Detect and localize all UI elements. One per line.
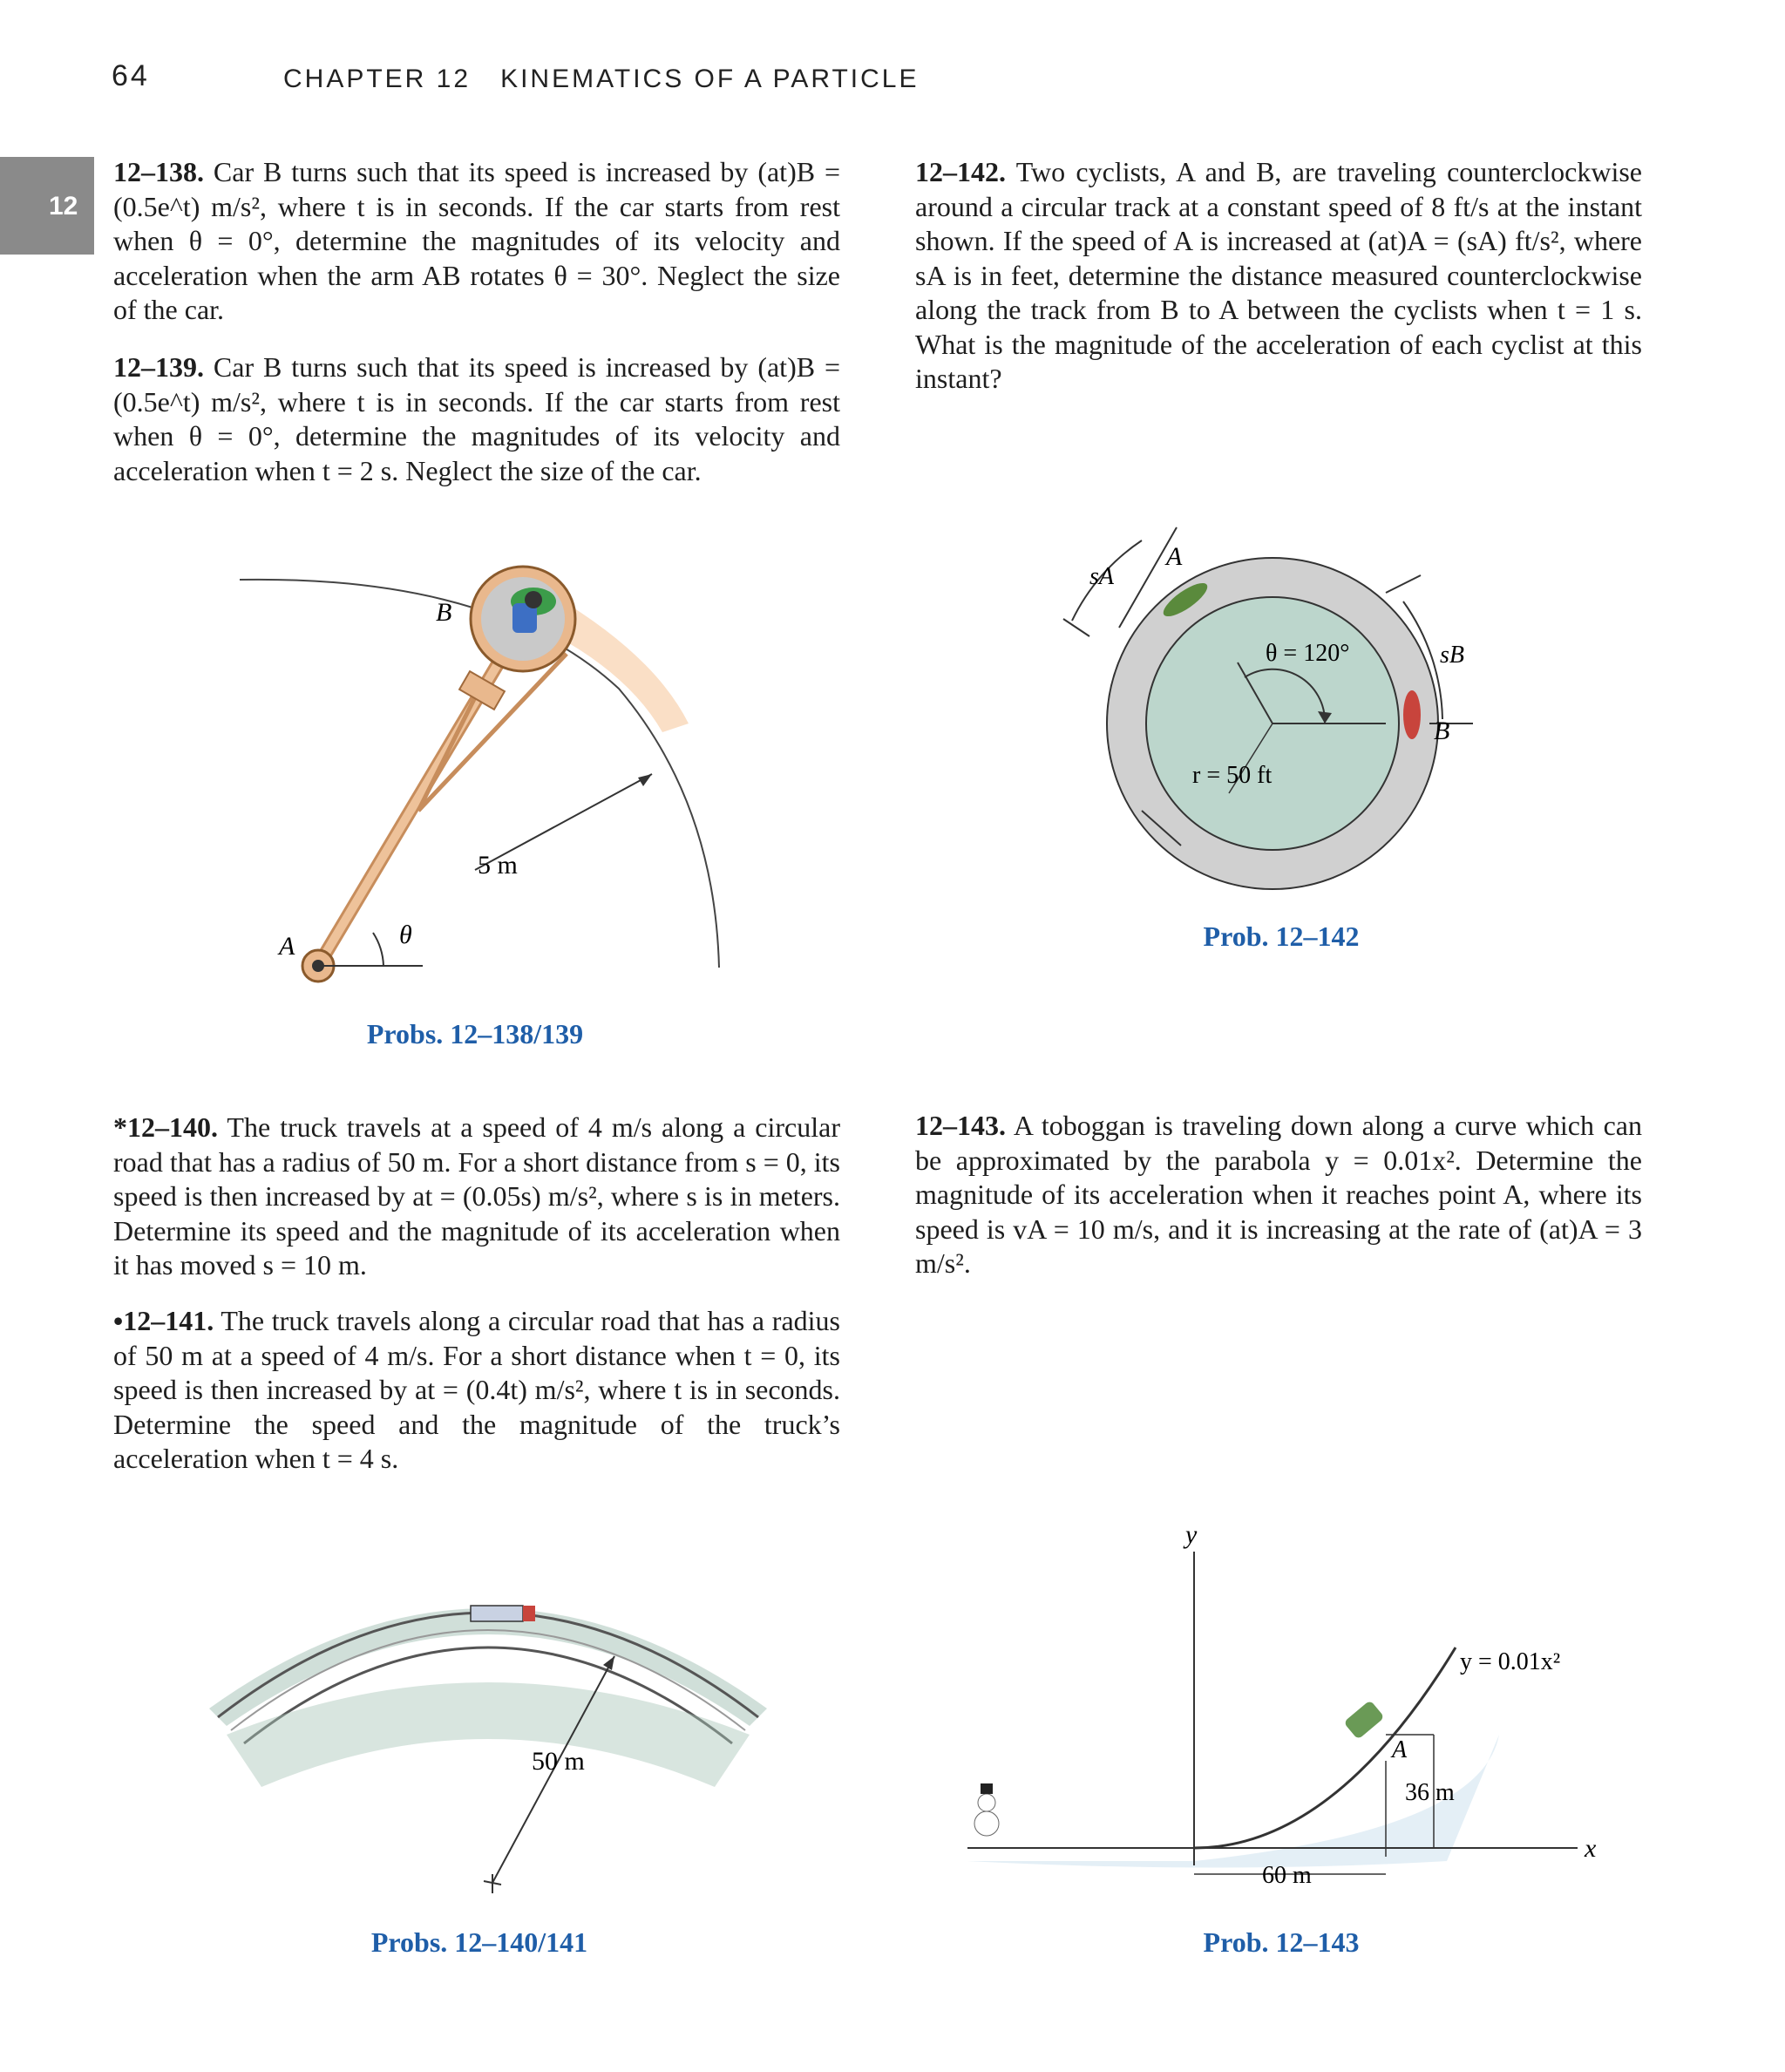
label-radius: 50 m (532, 1747, 585, 1776)
chapter-title: KINEMATICS OF A PARTICLE (500, 65, 920, 93)
label-B: B (1434, 717, 1450, 745)
problem-text: A toboggan is traveling down along a curve which can be approximated by the parabola y = 0.01x². Determine the magnitude of its acceleration when it reaches point A, where its speed is vA = 10 m/s, and it is increasing at the rate of (at)A = 3 m/s². (915, 1110, 1643, 1279)
problem-text: The truck travels at a speed of 4 m/s along a circular road that has a radius of 50 m. For a short distance from s = 0, its speed is then increased by at = (0.05s) m/s², where s is in meters. Determine its speed and the magnitude of its acceleration when it has moved s = 10 m. (113, 1111, 841, 1281)
label-A: A (1166, 542, 1183, 571)
label-theta: θ = 120° (1266, 640, 1350, 667)
label-sA: sA (1089, 563, 1114, 590)
label-width: 60 m (1262, 1862, 1312, 1889)
problem-text: The truck travels along a circular road that has a radius of 50 m at a speed of 4 m/s. For a short distance when t = 0, its speed is then increased by at = (0.4t) m/s², where t is in seconds. Determine the speed and the magnitude of the truck’s acceleration when t = 4 s. (113, 1305, 841, 1474)
figure-circular-track (1037, 506, 1525, 915)
label-height: 36 m (1405, 1779, 1455, 1806)
figure-caption: Prob. 12–142 (1203, 921, 1360, 952)
snowman (974, 1811, 999, 1836)
figure-caption: Prob. 12–143 (1203, 1926, 1360, 1958)
problem-number: 12–138. (113, 156, 204, 187)
label-B: B (436, 598, 452, 627)
page-number: 64 (112, 59, 150, 92)
problem-number: *12–140. (113, 1111, 218, 1143)
problem-12-143 (915, 1109, 1642, 1281)
problem-text: Car B turns such that its speed is increased by (at)B = (0.5e^t) m/s², where t is in seconds. If the car starts from rest when θ = 0°, determine the magnitudes of its velocity and acceleration when the arm AB rotates θ = 30°. Neglect the size of the car. (113, 156, 841, 325)
problem-number: 12–143. (915, 1110, 1006, 1141)
problem-number: 12–142. (915, 156, 1006, 187)
problem-number: •12–141. (113, 1305, 214, 1336)
label-A: A (279, 932, 295, 961)
label-equation: y = 0.01x² (1460, 1648, 1561, 1675)
toboggan-rider (1343, 1700, 1384, 1740)
chapter-tab-number: 12 (49, 192, 78, 221)
label-radius: r = 50 ft (1192, 762, 1273, 789)
cyclist-B (1403, 690, 1421, 739)
problem-number: 12–139. (113, 351, 204, 383)
figure-caption: Probs. 12–140/141 (370, 1926, 588, 1958)
figure-car-arm (131, 549, 845, 1002)
problem-12-140 (113, 1111, 840, 1283)
chapter-tab (0, 157, 94, 255)
problem-12-139 (113, 350, 840, 488)
label-y: y (1185, 1520, 1198, 1549)
label-sB: sB (1440, 642, 1464, 669)
problem-text: Two cyclists, A and B, are traveling counterclockwise around a circular track at a constant speed of 8 ft/s at the instant shown. If the speed of A is increased at (at)A = (sA) ft/s², where sA is in feet, determine the distance measured counterclockwise along the track from B to A between the cyclists when t = 1 s. What is the magnitude of the acceleration of each cyclist at this instant? (915, 156, 1643, 394)
label-radius: 5 m (478, 851, 518, 880)
figure-circular-road (192, 1560, 802, 1909)
problem-12-142 (915, 155, 1642, 397)
problem-12-141 (113, 1304, 840, 1477)
running-header (283, 65, 920, 94)
problem-text: Car B turns such that its speed is increased by (at)B = (0.5e^t) m/s², where t is in seconds. If the car starts from rest when θ = 0°, determine the magnitudes of its velocity and acceleration when t = 2 s. Neglect the size of the car. (113, 351, 841, 486)
label-x: x (1585, 1834, 1597, 1863)
figure-caption: Probs. 12–138/139 (366, 1018, 584, 1050)
label-A: A (1392, 1736, 1408, 1763)
problem-12-138 (113, 155, 840, 328)
figure-parabola (959, 1517, 1621, 1900)
label-theta: θ (399, 921, 412, 949)
chapter-label: CHAPTER 12 (283, 65, 472, 93)
truck (471, 1606, 523, 1621)
